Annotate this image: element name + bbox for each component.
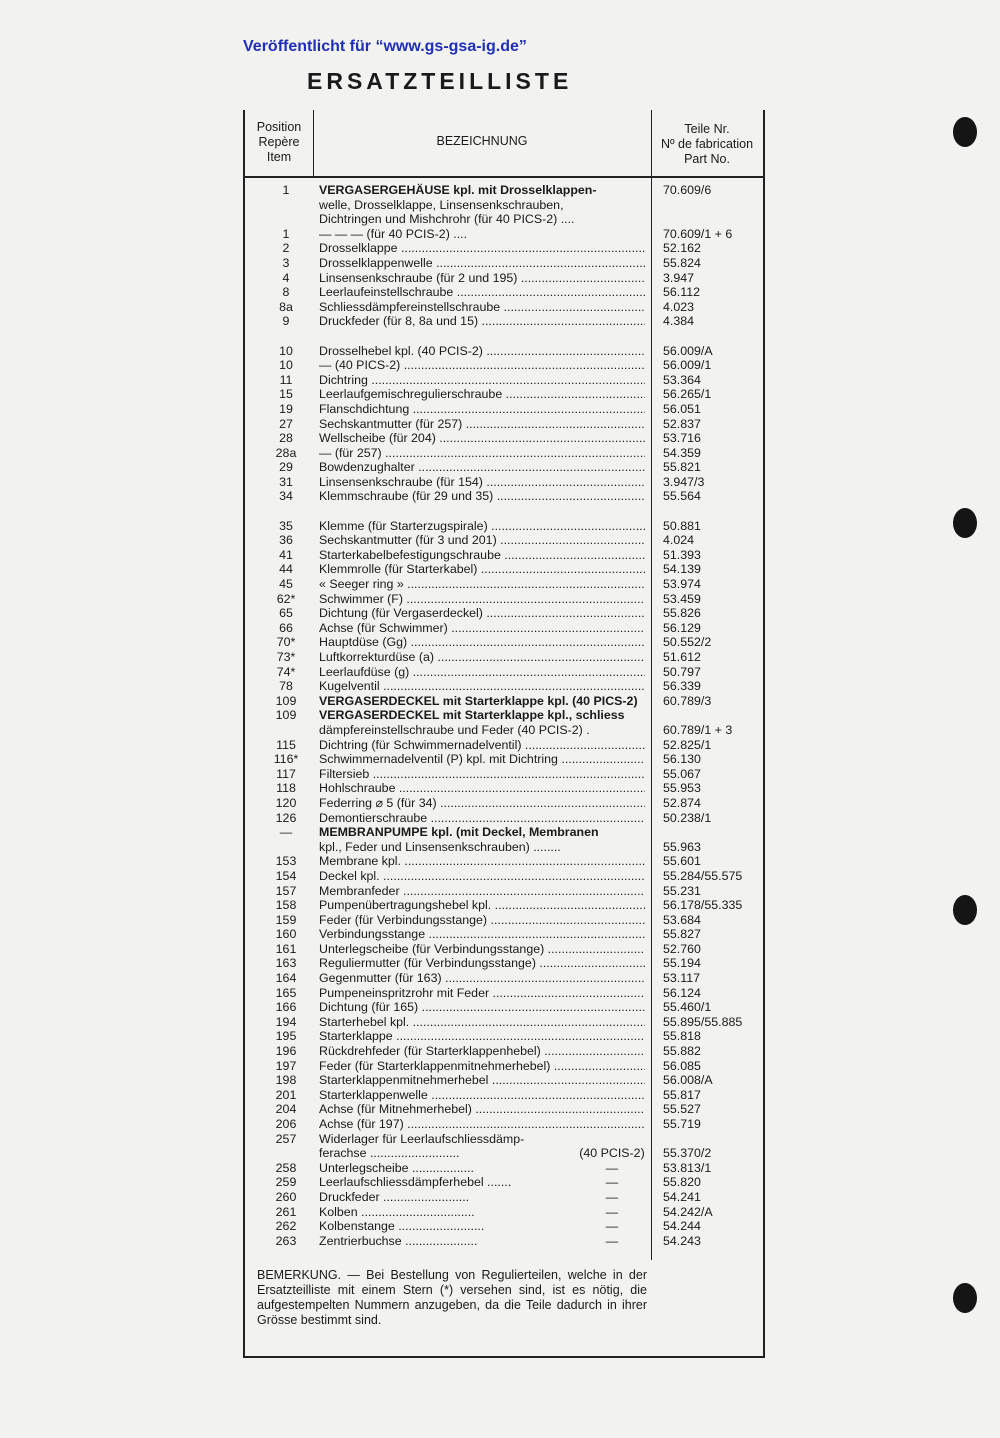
row-position: 262: [275, 1219, 297, 1234]
row-description: Starterhebel kpl. .....: [319, 1015, 645, 1030]
row-description: Gegenmutter (für 163) .....: [319, 971, 645, 986]
table-row: [245, 227, 763, 242]
row-position: 120: [275, 795, 297, 810]
row-position: 70*: [276, 635, 296, 650]
row-description: VERGASERGEHÄUSE kpl. mit Drosselklappen-: [319, 183, 597, 197]
table-row: [245, 1161, 763, 1176]
table-row: [245, 1205, 763, 1220]
parts-list: [245, 183, 763, 1248]
row-position: 157: [275, 883, 297, 898]
row-part-number: 55.895/55.885: [663, 1014, 743, 1029]
table-row: [245, 781, 763, 796]
row-position: 8: [282, 285, 290, 300]
row-description: Federring ⌀ 5 (für 34) .....: [319, 796, 645, 811]
row-description: Deckel kpl. .....: [319, 869, 645, 884]
binder-hole-icon: [953, 1283, 977, 1313]
row-position: 126: [275, 810, 297, 825]
row-position: 31: [279, 474, 293, 489]
table-row: [245, 402, 763, 417]
table-row: [245, 796, 763, 811]
row-description: kpl., Feder und Linsensenkschrauben) ........: [319, 839, 561, 854]
row-position: —: [279, 825, 293, 840]
row-description: Luftkorrekturdüse (a) .....: [319, 650, 645, 665]
row-part-number: 52.874: [663, 795, 701, 810]
table-row: [245, 314, 763, 329]
row-position: 44: [279, 562, 293, 577]
row-position: 10: [279, 358, 293, 373]
table-row: [245, 1044, 763, 1059]
row-position: 204: [275, 1102, 297, 1117]
row-position: 166: [275, 1000, 297, 1015]
row-part-number: 55.882: [663, 1044, 701, 1059]
row-description: Kugelventil .....: [319, 679, 645, 694]
table-row: [245, 1146, 763, 1161]
row-position: 74*: [276, 664, 296, 679]
remark-note: BEMERKUNG. — Bei Bestellung von Regulierteilen, welche in der Ersatzteilliste mit einem Stern (*) versehen sind, ist es nötig, die aufgestempelten Nummern anzugeben, da die Teile dadurch in ihrer Grösse bestimmt sind.: [257, 1268, 647, 1327]
binder-hole-icon: [953, 117, 977, 147]
row-description: Demontierschraube .....: [319, 811, 645, 826]
row-part-number: 52.825/1: [663, 737, 712, 752]
row-description: Filtersieb .....: [319, 767, 645, 782]
row-part-number: 52.760: [663, 941, 701, 956]
row-description: Leerlaufgemischregulierschraube .....: [319, 387, 645, 402]
row-part-number: 55.370/2: [663, 1146, 712, 1161]
row-description: Starterklappenmitnehmerhebel .....: [319, 1073, 645, 1088]
row-part-number: 55.564: [663, 489, 701, 504]
row-position: 198: [275, 1073, 297, 1088]
row-position: 36: [279, 533, 293, 548]
row-description: Unterlegscheibe (für Verbindungsstange) .....: [319, 942, 645, 957]
table-row: [245, 256, 763, 271]
table-row: [245, 723, 763, 738]
row-part-number: 55.824: [663, 255, 701, 270]
table-row: [245, 650, 763, 665]
table-row: [245, 373, 763, 388]
row-part-number: 54.243: [663, 1233, 701, 1248]
row-part-number: 55.527: [663, 1102, 701, 1117]
row-variant: (40 PCIS-2): [579, 1146, 645, 1161]
row-position: 3: [282, 255, 290, 270]
row-position: 116*: [273, 752, 299, 767]
row-variant: —: [605, 1160, 619, 1175]
row-position: 109: [275, 708, 297, 723]
row-description: « Seeger ring » .....: [319, 577, 645, 592]
table-row: [245, 956, 763, 971]
table-row: [245, 198, 763, 213]
table-row: [245, 183, 763, 198]
row-part-number: 53.117: [663, 971, 700, 986]
row-position: 4: [282, 270, 290, 285]
row-description: Hohlschraube .....: [319, 781, 645, 796]
row-position: 10: [279, 343, 293, 358]
row-position: 45: [279, 577, 293, 592]
table-row: [245, 825, 763, 840]
row-position: 1: [282, 226, 290, 241]
row-part-number: 56.008/A: [663, 1073, 713, 1088]
row-description: Schwimmer (F) .....: [319, 592, 645, 607]
row-part-number: 54.242/A: [663, 1204, 713, 1219]
row-description: Linsensenkschraube (für 2 und 195) .....: [319, 271, 645, 286]
binder-hole-icon: [953, 895, 977, 925]
row-description: Feder (für Verbindungsstange) .....: [319, 913, 645, 928]
row-variant: —: [605, 1204, 619, 1219]
row-variant: —: [605, 1233, 619, 1248]
row-position: 197: [275, 1058, 297, 1073]
row-description: Dichtringen und Mishchrohr (für 40 PICS-2) ....: [319, 212, 575, 227]
table-row: [245, 212, 763, 227]
table-row: [245, 1175, 763, 1190]
row-part-number: 54.241: [663, 1189, 701, 1204]
row-description: Dichtung (für 165) .....: [319, 1000, 645, 1015]
table-row: [245, 548, 763, 563]
row-description: Achse (für Mitnehmerhebel) .....: [319, 1102, 645, 1117]
row-part-number: 56.178/55.335: [663, 898, 743, 913]
row-position: 109: [275, 693, 297, 708]
row-part-number: 55.194: [663, 956, 701, 971]
table-row: [245, 475, 763, 490]
table-row: [245, 1219, 763, 1234]
row-description: Sechskantmutter (für 3 und 201) .....: [319, 533, 645, 548]
table-row: [245, 533, 763, 548]
row-description: Verbindungsstange .....: [319, 927, 645, 942]
row-part-number: 4.024: [663, 533, 695, 548]
row-part-number: 55.963: [663, 839, 701, 854]
table-row: [245, 840, 763, 855]
row-description: — (für 257) .....: [319, 446, 645, 461]
row-description: Starterkabelbefestigungschraube .....: [319, 548, 645, 563]
row-gap: [245, 329, 763, 344]
parts-table: [243, 110, 765, 1358]
row-position: 163: [275, 956, 297, 971]
table-row: [245, 621, 763, 636]
row-part-number: 60.789/3: [663, 693, 712, 708]
row-part-number: 51.393: [663, 547, 701, 562]
row-part-number: 55.818: [663, 1029, 701, 1044]
row-description: Klemme (für Starterzugspirale) .....: [319, 519, 645, 534]
row-position: 27: [279, 416, 293, 431]
row-description: Leerlaufschliessdämpferhebel .......: [319, 1175, 512, 1190]
row-description: Reguliermutter (für Verbindungsstange) .....: [319, 956, 645, 971]
table-row: [245, 708, 763, 723]
row-description: VERGASERDECKEL mit Starterklappe kpl. (40 PICS-2): [319, 693, 638, 708]
row-position: 257: [275, 1131, 297, 1146]
row-part-number: 56.051: [663, 401, 701, 416]
row-part-number: 52.837: [663, 416, 701, 431]
table-row: [245, 927, 763, 942]
table-row: [245, 577, 763, 592]
table-row: [245, 1190, 763, 1205]
row-part-number: 55.460/1: [663, 1000, 712, 1015]
table-row: [245, 344, 763, 359]
row-part-number: 54.139: [663, 562, 701, 577]
row-position: 34: [279, 489, 293, 504]
row-description: Druckfeder (für 8, 8a und 15) .....: [319, 314, 645, 329]
row-description: Druckfeder .........................: [319, 1189, 470, 1204]
row-position: 28: [279, 431, 293, 446]
table-row: [245, 358, 763, 373]
table-row: [245, 679, 763, 694]
row-description: Rückdrehfeder (für Starterklappenhebel) .....: [319, 1044, 645, 1059]
row-position: 161: [275, 941, 297, 956]
header-separator: [245, 176, 763, 178]
row-position: 195: [275, 1029, 297, 1044]
table-row: [245, 1102, 763, 1117]
row-description: Bowdenzughalter .....: [319, 460, 645, 475]
row-description: Starterklappe .....: [319, 1029, 645, 1044]
row-part-number: 50.238/1: [663, 810, 712, 825]
row-part-number: 3.947: [663, 270, 695, 285]
table-row: [245, 1073, 763, 1088]
row-description: Membranfeder .....: [319, 884, 645, 899]
table-row: [245, 738, 763, 753]
row-description: Klemmrolle (für Starterkabel) .....: [319, 562, 645, 577]
row-position: 66: [279, 620, 293, 635]
row-description: welle, Drosselklappe, Linsensenkschrauben,: [319, 197, 564, 212]
row-position: 258: [275, 1160, 297, 1175]
table-row: [245, 854, 763, 869]
row-position: 260: [275, 1189, 297, 1204]
row-position: 259: [275, 1175, 297, 1190]
table-row: [245, 767, 763, 782]
row-part-number: 56.009/1: [663, 358, 712, 373]
table-row: [245, 417, 763, 432]
part-number-column-header: Teile Nr. Nº de fabrication Part No.: [660, 122, 754, 166]
row-description: Wellscheibe (für 204) .....: [319, 431, 645, 446]
table-row: [245, 431, 763, 446]
row-description: Hauptdüse (Gg) .....: [319, 635, 645, 650]
row-description: Schwimmernadelventil (P) kpl. mit Dichtring .....: [319, 752, 645, 767]
description-column-header: BEZEICHNUNG: [436, 134, 528, 148]
table-row: [245, 446, 763, 461]
row-description: Kolbenstange .........................: [319, 1219, 485, 1234]
table-row: [245, 869, 763, 884]
row-position: 196: [275, 1044, 297, 1059]
table-row: [245, 285, 763, 300]
row-description: Zentrierbuchse .....................: [319, 1233, 478, 1248]
row-description: Membrane kpl. .....: [319, 854, 645, 869]
row-position: 201: [275, 1087, 297, 1102]
table-row: [245, 986, 763, 1001]
row-description: Dichtung (für Vergaserdeckel) .....: [319, 606, 645, 621]
row-position: 78: [279, 679, 293, 694]
row-description: — (40 PICS-2) .....: [319, 358, 645, 373]
table-row: [245, 489, 763, 504]
row-part-number: 55.719: [663, 1117, 701, 1131]
row-position: 11: [279, 372, 293, 387]
row-part-number: 53.459: [663, 591, 701, 606]
row-variant: —: [605, 1219, 619, 1234]
row-position: 9: [282, 314, 290, 329]
table-row: [245, 884, 763, 899]
row-part-number: 55.826: [663, 606, 701, 621]
row-description: Pumpenübertragungshebel kpl. .....: [319, 898, 645, 913]
row-part-number: 53.684: [663, 912, 701, 927]
row-part-number: 54.359: [663, 445, 701, 460]
row-position: 2: [282, 241, 290, 256]
table-row: [245, 387, 763, 402]
row-description: Drosselklappenwelle .....: [319, 256, 645, 271]
row-position: 160: [275, 927, 297, 942]
row-part-number: 53.974: [663, 577, 701, 592]
row-part-number: 55.067: [663, 766, 701, 781]
row-description: ferachse ..........................: [319, 1146, 460, 1161]
row-description: Dichtring .....: [319, 373, 645, 388]
row-position: 118: [276, 781, 296, 796]
table-row: [245, 300, 763, 315]
table-row: [245, 1015, 763, 1030]
row-description: dämpfereinstellschraube und Feder (40 PCIS-2) .: [319, 722, 590, 737]
row-position: 8a: [279, 299, 293, 314]
row-variant: —: [605, 1175, 619, 1190]
row-part-number: 55.231: [663, 883, 701, 898]
row-part-number: 53.813/1: [663, 1160, 712, 1175]
table-row: [245, 1029, 763, 1044]
table-row: [245, 898, 763, 913]
row-description: Linsensenkschraube (für 154) .....: [319, 475, 645, 490]
table-row: [245, 460, 763, 475]
row-position: 263: [275, 1233, 297, 1248]
row-position: 165: [275, 985, 297, 1000]
table-row: [245, 694, 763, 709]
row-part-number: 53.716: [663, 431, 701, 446]
row-part-number: 56.085: [663, 1058, 701, 1073]
row-part-number: 55.820: [663, 1175, 701, 1190]
binder-hole-icon: [953, 508, 977, 538]
row-position: 15: [279, 387, 293, 402]
row-part-number: 4.384: [663, 314, 695, 329]
row-description: Kolben .................................: [319, 1204, 475, 1219]
row-description: Widerlager für Leerlaufschliessdämp-: [319, 1131, 525, 1146]
table-row: [245, 592, 763, 607]
row-position: 154: [275, 868, 297, 883]
table-row: [245, 1059, 763, 1074]
table-row: [245, 665, 763, 680]
row-description: MEMBRANPUMPE kpl. (mit Deckel, Membranen: [319, 825, 599, 840]
row-description: Unterlegscheibe ..................: [319, 1160, 474, 1175]
table-row: [245, 752, 763, 767]
table-row: [245, 1117, 763, 1132]
table-row: [245, 913, 763, 928]
row-position: 159: [275, 912, 297, 927]
row-description: Starterklappenwelle .....: [319, 1088, 645, 1103]
table-row: [245, 271, 763, 286]
row-part-number: 52.162: [663, 241, 701, 256]
row-part-number: 56.265/1: [663, 387, 712, 402]
row-description: Leerlaufeinstellschraube .....: [319, 285, 645, 300]
position-column-header: Position Repère Item: [256, 120, 302, 164]
row-position: 117: [276, 766, 296, 781]
table-row: [245, 635, 763, 650]
row-part-number: 55.821: [663, 460, 701, 475]
row-position: 153: [275, 854, 297, 869]
row-position: 261: [275, 1204, 297, 1219]
row-part-number: 3.947/3: [663, 474, 705, 489]
row-description: Schliessdämpfereinstellschraube .....: [319, 300, 645, 315]
row-part-number: 56.129: [663, 620, 701, 635]
row-description: Drosselhebel kpl. (40 PCIS-2) .....: [319, 344, 645, 359]
publisher-note: Veröffentlicht für “www.gs-gsa-ig.de”: [243, 38, 527, 55]
table-row: [245, 1234, 763, 1249]
table-row: [245, 971, 763, 986]
row-part-number: 56.009/A: [663, 343, 713, 358]
row-position: 29: [279, 460, 293, 475]
row-position: 19: [279, 401, 293, 416]
table-row: [245, 519, 763, 534]
table-row: [245, 241, 763, 256]
row-description: Sechskantmutter (für 257) .....: [319, 417, 645, 432]
row-description: Achse (für Schwimmer) .....: [319, 621, 645, 636]
row-position: 41: [279, 547, 293, 562]
table-row: [245, 606, 763, 621]
table-row: [245, 1000, 763, 1015]
row-part-number: 51.612: [663, 650, 701, 664]
row-position: 115: [276, 737, 296, 752]
row-description: — — — (für 40 PCIS-2) ....: [319, 226, 468, 241]
table-row: [245, 1088, 763, 1103]
row-description: Leerlaufdüse (g) .....: [319, 665, 645, 680]
row-part-number: 50.797: [663, 664, 701, 679]
table-row: [245, 942, 763, 957]
page-title: ERSATZTEILLISTE: [307, 68, 573, 94]
row-part-number: 70.609/6: [663, 183, 712, 197]
row-position: 158: [275, 898, 297, 913]
row-part-number: 60.789/1 + 3: [663, 722, 733, 737]
row-part-number: 55.284/55.575: [663, 868, 743, 883]
row-position: 65: [279, 606, 293, 621]
row-variant: —: [605, 1189, 619, 1204]
table-row: [245, 562, 763, 577]
row-position: 164: [275, 971, 297, 986]
row-part-number: 50.881: [663, 518, 701, 533]
row-part-number: 54.244: [663, 1219, 701, 1234]
row-part-number: 50.552/2: [663, 635, 712, 650]
row-position: 35: [279, 518, 293, 533]
row-position: 73*: [276, 650, 296, 664]
row-position: 206: [275, 1117, 297, 1131]
row-part-number: 55.827: [663, 927, 701, 942]
row-position: 194: [275, 1014, 297, 1029]
row-position: 1: [282, 183, 290, 197]
row-description: Drosselklappe .....: [319, 241, 645, 256]
row-description: Flanschdichtung .....: [319, 402, 645, 417]
row-description: VERGASERDECKEL mit Starterklappe kpl., schliess: [319, 708, 625, 723]
row-part-number: 55.601: [663, 854, 701, 869]
table-row: [245, 811, 763, 826]
row-description: Dichtring (für Schwimmernadelventil) .....: [319, 738, 645, 753]
row-part-number: 56.339: [663, 679, 701, 694]
row-part-number: 55.817: [663, 1087, 701, 1102]
row-part-number: 56.112: [663, 285, 700, 300]
row-description: Feder (für Starterklappenmitnehmerhebel) .....: [319, 1059, 645, 1074]
row-part-number: 4.023: [663, 299, 695, 314]
row-part-number: 55.953: [663, 781, 701, 796]
row-description: Pumpeneinspritzrohr mit Feder .....: [319, 986, 645, 1001]
row-gap: [245, 504, 763, 519]
row-position: 62*: [276, 591, 296, 606]
row-part-number: 56.130: [663, 752, 701, 767]
row-description: Achse (für 197) .....: [319, 1117, 645, 1132]
row-part-number: 53.364: [663, 372, 701, 387]
row-part-number: 56.124: [663, 985, 701, 1000]
row-position: 28a: [275, 445, 297, 460]
row-part-number: 70.609/1 + 6: [663, 226, 733, 241]
table-row: [245, 1132, 763, 1147]
row-description: Klemmschraube (für 29 und 35) .....: [319, 489, 645, 504]
